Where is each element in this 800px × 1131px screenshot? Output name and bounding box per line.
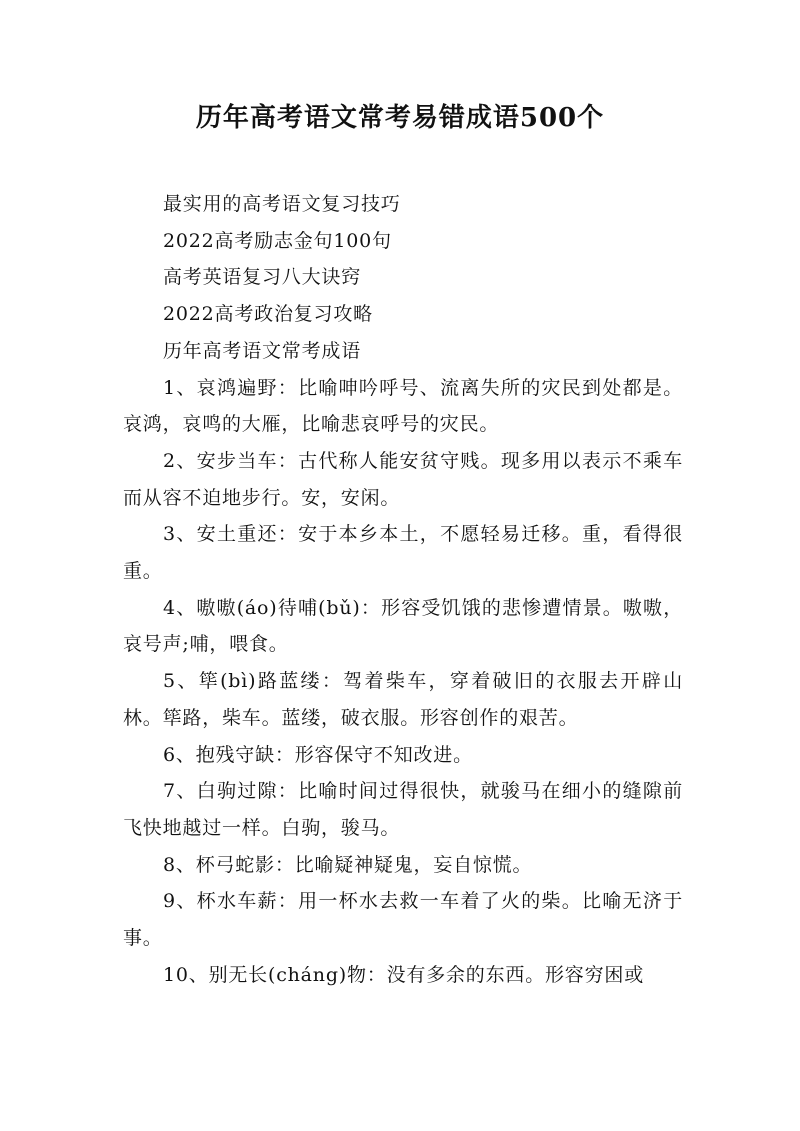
related-link-3[interactable]: 高考英语复习八大诀窍 xyxy=(163,266,362,289)
idiom-entry: 4、嗷嗷(áo)待哺(bǔ)：形容受饥饿的悲惨遭情景。嗷嗷，哀号声;哺，喂食。 xyxy=(123,596,683,656)
idiom-entry: 5、筚(bì)路蓝缕：驾着柴车，穿着破旧的衣服去开辟山林。筚路，柴车。蓝缕，破衣服。形容创作的艰苦。 xyxy=(123,670,683,729)
related-link-1[interactable]: 最实用的高考语文复习技巧 xyxy=(163,193,401,215)
idiom-entry: 2、安步当车：古代称人能安贫守贱。现多用以表示不乘车而从容不迫地步行。安，安闲。 xyxy=(123,449,683,509)
related-link-4[interactable]: 2022高考政治复习攻略 xyxy=(163,303,373,326)
related-link-5[interactable]: 历年高考语文常考成语 xyxy=(163,339,362,362)
related-link-2[interactable]: 2022高考励志金句100句 xyxy=(163,229,392,252)
document-title: 历年高考语文常考易错成语500个 xyxy=(195,103,605,133)
idiom-entry: 3、安土重还：安于本乡本土，不愿轻易迁移。重，看得很重。 xyxy=(123,523,683,583)
idiom-entry: 6、抱残守缺：形容保守不知改进。 xyxy=(163,743,473,766)
idiom-entry: 10、别无长(cháng)物：没有多余的东西。形容穷困或 xyxy=(163,963,645,986)
idiom-entry: 1、哀鸿遍野：比喻呻吟呼号、流离失所的灾民到处都是。哀鸿，哀鸣的大雁，比喻悲哀呼号的灾民。 xyxy=(123,376,683,436)
document-body xyxy=(123,186,683,993)
idiom-entry: 7、白驹过隙：比喻时间过得很快，就骏马在细小的缝隙前飞快地越过一样。白驹，骏马。 xyxy=(123,780,683,839)
idiom-entry: 9、杯水车薪：用一杯水去救一车着了火的柴。比喻无济于事。 xyxy=(123,890,683,950)
idiom-entry: 8、杯弓蛇影：比喻疑神疑鬼，妄自惊慌。 xyxy=(163,853,533,876)
